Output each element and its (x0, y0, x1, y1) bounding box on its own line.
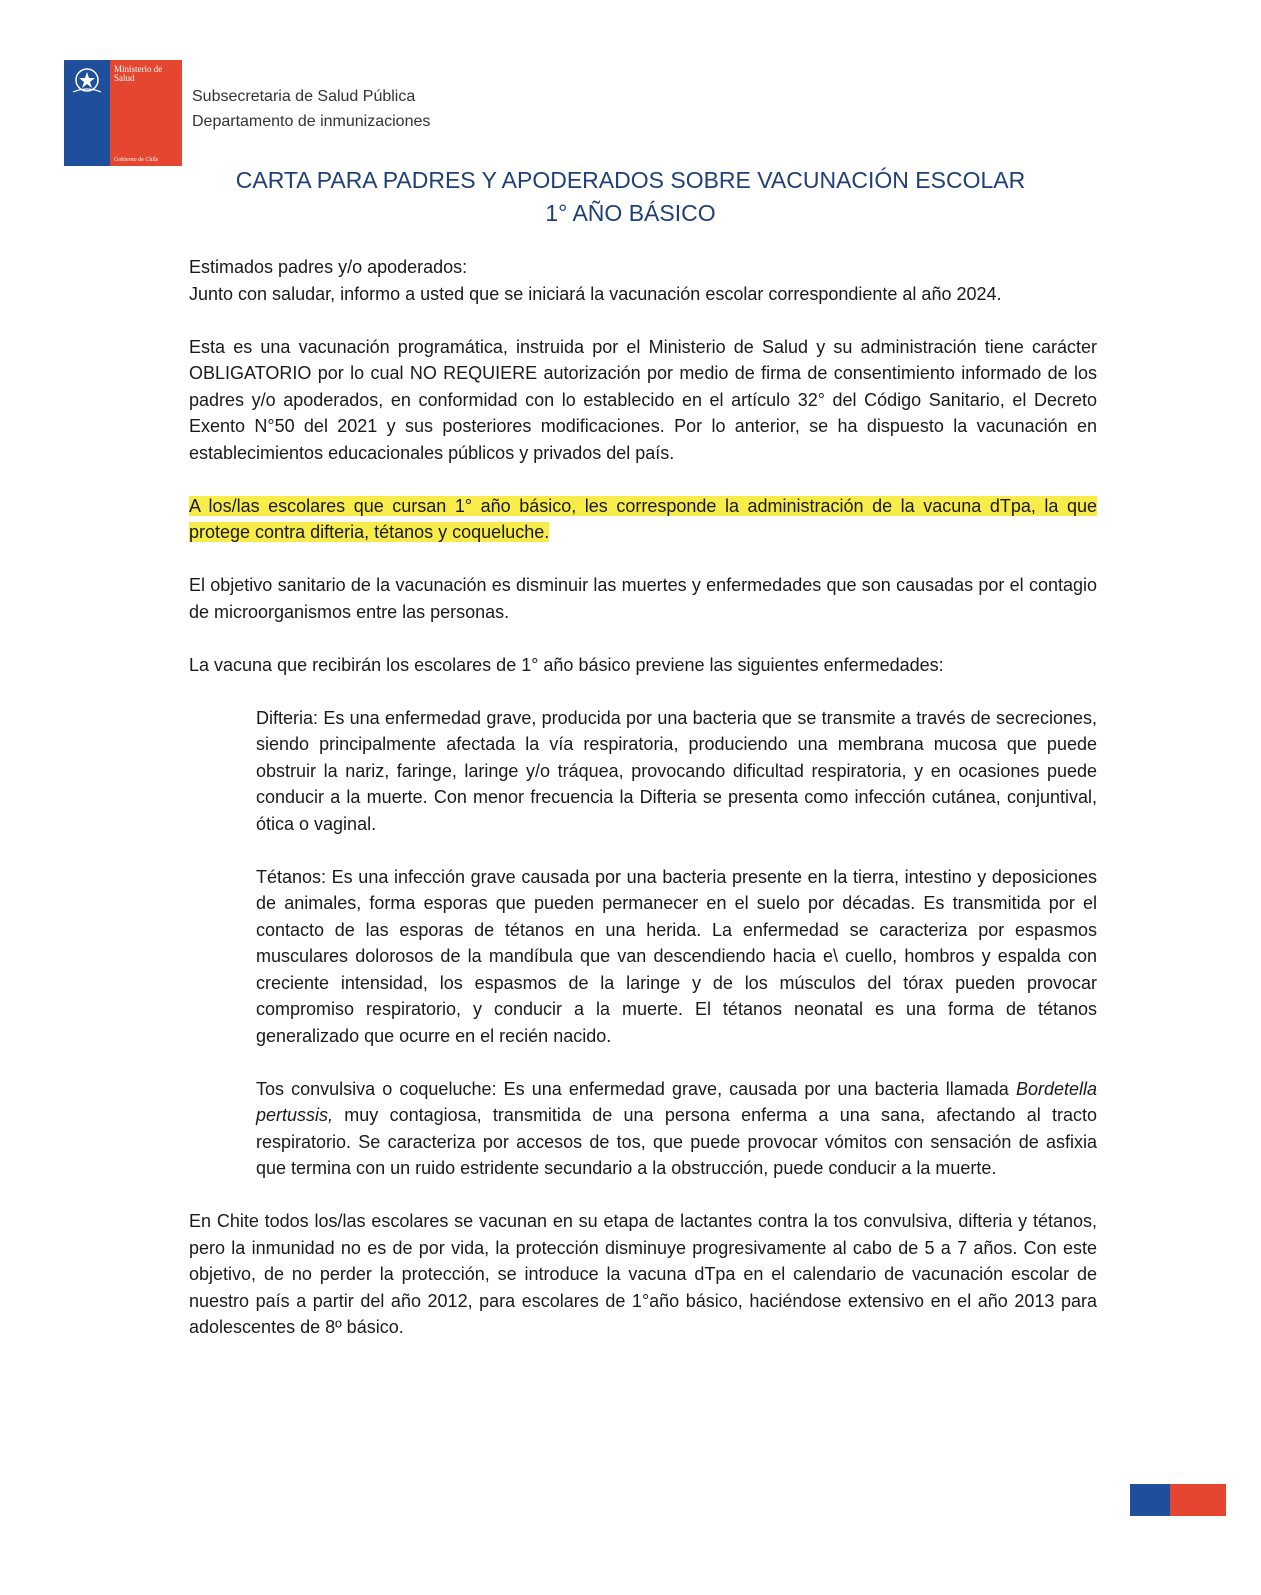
highlighted-paragraph (189, 493, 1097, 546)
letter-body (189, 254, 1097, 1341)
coqueluche-text-start: Tos convulsiva o coqueluche: Es una enfermedad grave, causada por una bacteria llamada (256, 1078, 1016, 1099)
coqueluche-paragraph (256, 1076, 1097, 1182)
tetanos-paragraph: Tétanos: Es una infección grave causada por una bacteria presente en la tierra, intestino y deposiciones de animales, forma esporas que pueden permanecer en el suelo por décadas. Es transmitida por el contacto de las esporas de tétanos en una herida. La enfermedad se caracteriza por espasmos musculares dolorosos de la mandíbula que van descendiendo hacia e\ cuello, hombros y espalda con creciente intensidad, los espasmos de la laringe y de los músculos del tórax pueden provocar compromiso respiratorio, y conducir a la muerte. El tétanos neonatal es una forma de tétanos generalizado que ocurre en el recién nacido. (256, 866, 1097, 1046)
footer-flag-mark (1130, 1484, 1226, 1516)
difteria-paragraph: Difteria: Es una enfermedad grave, producida por una bacteria que se transmite a través de secreciones, siendo principalmente afectada la vía respiratoria, produciendo una membrana mucosa que puede obstruir la nariz, faringe, laringe y/o tráquea, provocando dificultad respiratoria, y en ocasiones puede conducir a la muerte. Con menor frecuencia la Difteria se presenta como infección cutánea, conjuntival, ótica o vaginal. (256, 707, 1097, 834)
intro-paragraph: Junto con saludar, informo a usted que se iniciará la vacunación escolar correspondiente al año 2024. (189, 283, 1002, 304)
header-departamento: Departamento de inmunizaciones (192, 113, 431, 130)
closing-paragraph: En Chite todos los/las escolares se vacunan en su etapa de lactantes contra la tos convulsiva, difteria y tétanos, pero la inmunidad no es de por vida, la protección disminuye progresivamente al cabo de 5 a 7 años. Con este objetivo, de no perder la protección, se introduce la vacuna dTpa en el calendario de vacunación escolar de nuestro país a partir del año 2012, para escolares de 1°año básico, haciéndose extensivo en el año 2013 para adolescentes de 8º básico. (189, 1211, 1097, 1337)
salutation: Estimados padres y/o apoderados: (189, 257, 468, 277)
logo-blue-panel (64, 60, 110, 166)
highlighted-text: A los/las escolares que cursan 1° año básico, les corresponde la administración de la vacuna dTpa, la que protege contra difteria, tétanos y coqueluche. (189, 495, 1097, 542)
page-title (0, 164, 1261, 230)
letterhead (192, 84, 430, 134)
coqueluche-text-end: muy contagiosa, transmitida de una persona enferma a una sana, afectando al tracto respiratorio. Se caracteriza por accesos de tos, que puede provocar vómitos con sensación de asfixia que termina con un ruido estridente secundario a la obstrucción, puede conducir a la muerte. (256, 1105, 1097, 1178)
logo-government-text: Gobierno de Chile (114, 157, 159, 163)
footer-flag-blue (1130, 1484, 1170, 1516)
title-line-2: 1° AÑO BÁSICO (545, 200, 716, 226)
mandatory-paragraph: Esta es una vacunación programática, instruida por el Ministerio de Salud y su administración tiene carácter OBLIGATORIO por lo cual NO REQUIERE autorización por medio de firma de consentimiento informado de los padres y/o apoderados, en conformidad con lo establecido en el artículo 32° del Código Sanitario, el Decreto Exento N°50 del 2021 y sus posteriores modificaciones. Por lo anterior, se ha dispuesto la vacunación en establecimientos educacionales públicos y privados del país. (189, 336, 1097, 463)
logo-red-panel (110, 60, 182, 166)
title-line-1: CARTA PARA PADRES Y APODERADOS SOBRE VACUNACIÓN ESCOLAR (235, 167, 1026, 193)
header-subsecretaria: Subsecretaria de Salud Pública (192, 88, 416, 105)
coqueluche-italic-species: Bordetella pertussis, (256, 1078, 1097, 1125)
chile-coat-of-arms-icon (69, 64, 105, 96)
footer-flag-red (1170, 1484, 1226, 1516)
ministerio-logo (64, 60, 182, 166)
lead-in-paragraph: La vacuna que recibirán los escolares de 1° año básico previene las siguientes enfermedades: (189, 654, 944, 675)
logo-ministry-text: Ministerio de Salud (114, 64, 163, 83)
objective-paragraph: El objetivo sanitario de la vacunación es disminuir las muertes y enfermedades que son causadas por el contagio de microorganismos entre las personas. (189, 575, 1097, 622)
